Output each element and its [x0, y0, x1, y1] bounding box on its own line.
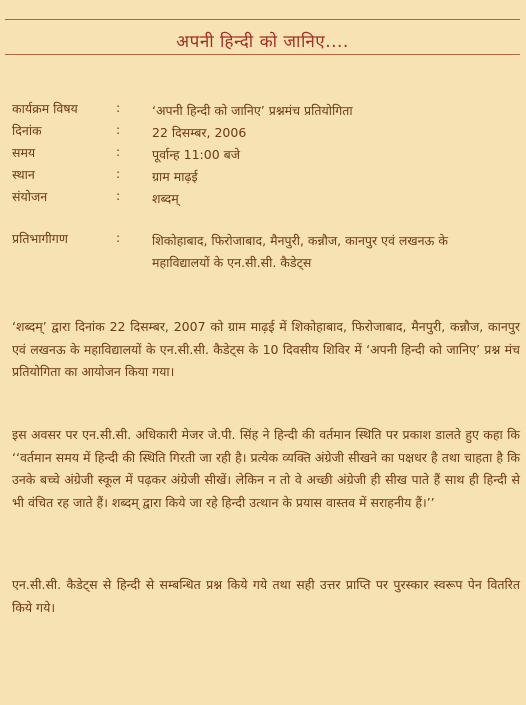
- detail-colon: :: [116, 100, 121, 115]
- detail-label: प्रतिभागीगण: [12, 231, 68, 246]
- detail-row-organizer: [12, 188, 517, 208]
- detail-value: शब्दम्: [152, 191, 179, 206]
- detail-row-venue: [12, 166, 517, 186]
- title-banner: [5, 19, 520, 55]
- detail-colon: :: [116, 144, 121, 159]
- detail-label: दिनांक: [12, 123, 42, 138]
- detail-colon: :: [116, 166, 121, 181]
- detail-value: ‘अपनी हिन्दी को जानिए’ प्रश्नमंच प्रतियोगिता: [152, 103, 353, 118]
- body-paragraph-2: इस अवसर पर एन.सी.सी. अधिकारी मेजर जे.पी. सिंह ने हिन्दी की वर्तमान स्थिति पर प्रकाश डालते हुए कहा कि ‘‘वर्तमान समय में हिन्दी की स्थिति गिरती जा रही है। प्रत्येक व्यक्ति अंग्रेजी सीखने का पक्षधर है तथा चाहता है कि उनके बच्चे अंग्रेजी स्कूल में पढ़कर अंग्रेजी सीखें। लेकिन न तो वे अच्छी अंग्रेजी ही सीख पाते हैं साथ ही हिन्दी से भी वंचित रह जाते हैं। शब्दम् द्वारा किये जा रहे हिन्दी उत्थान के प्रयास वास्तव में सराहनीय हैं।’’: [12, 427, 520, 510]
- detail-row-topic: [12, 100, 517, 120]
- detail-colon: :: [116, 230, 121, 245]
- detail-colon: :: [116, 122, 121, 137]
- detail-value: शिकोहाबाद, फिरोजाबाद, मैनपुरी, कन्नौज, कानपुर एवं लखनऊ के महाविद्यालयों के एन.सी.सी. कैडेट्स: [152, 233, 448, 270]
- detail-value: ग्राम माढ़ई: [152, 169, 198, 184]
- body-paragraph-1: ‘शब्दम्’ द्वारा दिनांक 22 दिसम्बर, 2007 को ग्राम माढ़ई में शिकोहाबाद, फिरोजाबाद, मैनपुरी, कन्नौज, कानपुर एवं लखनऊ के महाविद्यालयों के एन.सी.सी. कैडेट्स के 10 दिवसीय शिविर में ‘अपनी हिन्दी को जानिए’ प्रश्न मंच प्रतियोगिता का आयोजन किया गया।: [12, 319, 520, 379]
- detail-label: कार्यक्रम विषय: [12, 101, 78, 116]
- detail-row-participants: [12, 230, 517, 274]
- detail-colon: :: [116, 188, 121, 203]
- detail-value: पूर्वान्ह 11:00 बजे: [152, 147, 241, 162]
- detail-value: 22 दिसम्बर, 2006: [152, 125, 247, 140]
- detail-label: संयोजन: [12, 189, 48, 204]
- detail-label: स्थान: [12, 167, 35, 182]
- detail-row-date: [12, 122, 517, 142]
- page-title: अपनी हिन्दी को जानिए....: [176, 32, 349, 52]
- body-paragraph-3: एन.सी.सी. कैडेट्स से हिन्दी से सम्बन्धित प्रश्न किये गये तथा सही उत्तर प्राप्ति पर पुरस्कार स्वरूप पेन वितरित किये गये।: [12, 577, 520, 615]
- detail-label: समय: [12, 145, 36, 160]
- detail-row-time: [12, 144, 517, 164]
